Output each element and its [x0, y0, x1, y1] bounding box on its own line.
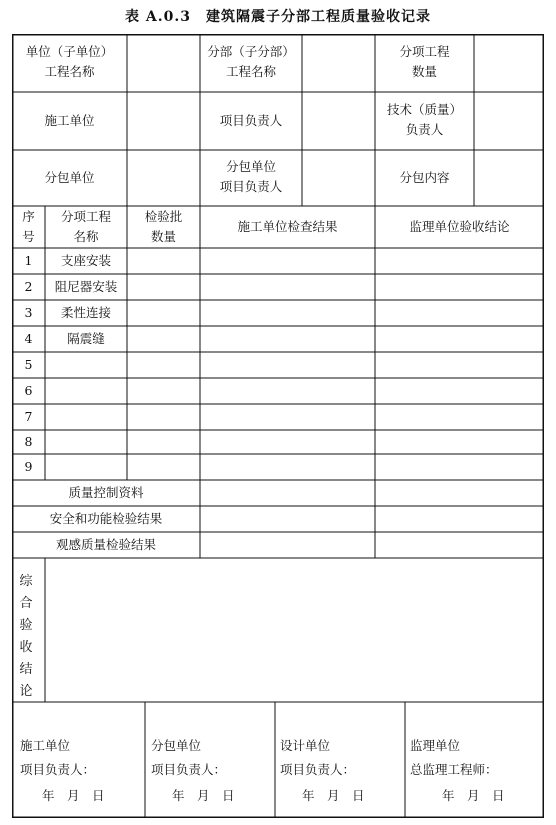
row-no: 2 — [24, 279, 33, 294]
row-item-name: 柔性连接 — [60, 305, 111, 320]
col-batch-count-header: 检验批 数量 — [144, 209, 183, 244]
row-no: 1 — [24, 253, 33, 268]
signature-role: 项目负责人： — [151, 762, 227, 777]
project-leader-label: 项目负责人 — [219, 113, 283, 128]
signature-role: 项目负责人： — [280, 762, 356, 777]
row-item-name: 隔震缝 — [67, 331, 105, 346]
row-no: 8 — [24, 434, 33, 449]
subcontract-leader-label: 分包单位 项目负责人 — [219, 159, 283, 194]
row-no: 4 — [24, 331, 33, 346]
row-no: 7 — [24, 409, 33, 424]
appearance-quality-label: 观感质量检验结果 — [55, 537, 156, 552]
division-project-name-label: 分部（子分部） 工程名称 — [207, 44, 295, 79]
col-contractor-result-header: 施工单位检查结果 — [237, 219, 338, 234]
row-no: 6 — [24, 383, 33, 398]
tech-quality-leader-label: 技术（质量） 负责人 — [386, 102, 462, 137]
signature-date: 年 月 日 — [302, 788, 365, 803]
signature-unit: 施工单位 — [20, 738, 71, 753]
row-no: 3 — [24, 305, 33, 320]
subcontract-content-label: 分包内容 — [399, 170, 450, 185]
signature-unit: 设计单位 — [280, 738, 331, 753]
row-item-name: 支座安装 — [60, 253, 111, 268]
construction-unit-label: 施工单位 — [44, 113, 95, 128]
quality-control-docs-label: 质量控制资料 — [68, 485, 144, 500]
col-supervisor-conclusion-header: 监理单位验收结论 — [409, 219, 510, 234]
subcontract-unit-label: 分包单位 — [44, 170, 95, 185]
safety-function-test-label: 安全和功能检验结果 — [49, 511, 163, 526]
row-item-name: 阻尼器安装 — [54, 279, 118, 294]
page-title: 表 A.0.3 建筑隔震子分部工程质量验收记录 — [125, 9, 431, 25]
row-no: 9 — [24, 459, 33, 474]
signature-unit: 监理单位 — [410, 738, 461, 753]
unit-project-name-label: 单位（子单位） 工程名称 — [25, 44, 114, 79]
signature-date: 年 月 日 — [442, 788, 505, 803]
acceptance-record-table — [12, 34, 544, 818]
signature-date: 年 月 日 — [42, 788, 105, 803]
table-grid — [12, 34, 544, 818]
signature-role: 项目负责人： — [20, 762, 96, 777]
signature-unit: 分包单位 — [151, 738, 202, 753]
col-seq-header: 序 号 — [22, 209, 35, 244]
overall-conclusion-label: 综 合 验 收 结 论 — [19, 574, 33, 699]
col-item-name-header: 分项工程 名称 — [60, 209, 111, 244]
signature-date: 年 月 日 — [172, 788, 235, 803]
row-no: 5 — [24, 357, 33, 372]
item-project-count-label: 分项工程 数量 — [399, 44, 450, 79]
signature-role: 总监理工程师： — [410, 762, 498, 777]
